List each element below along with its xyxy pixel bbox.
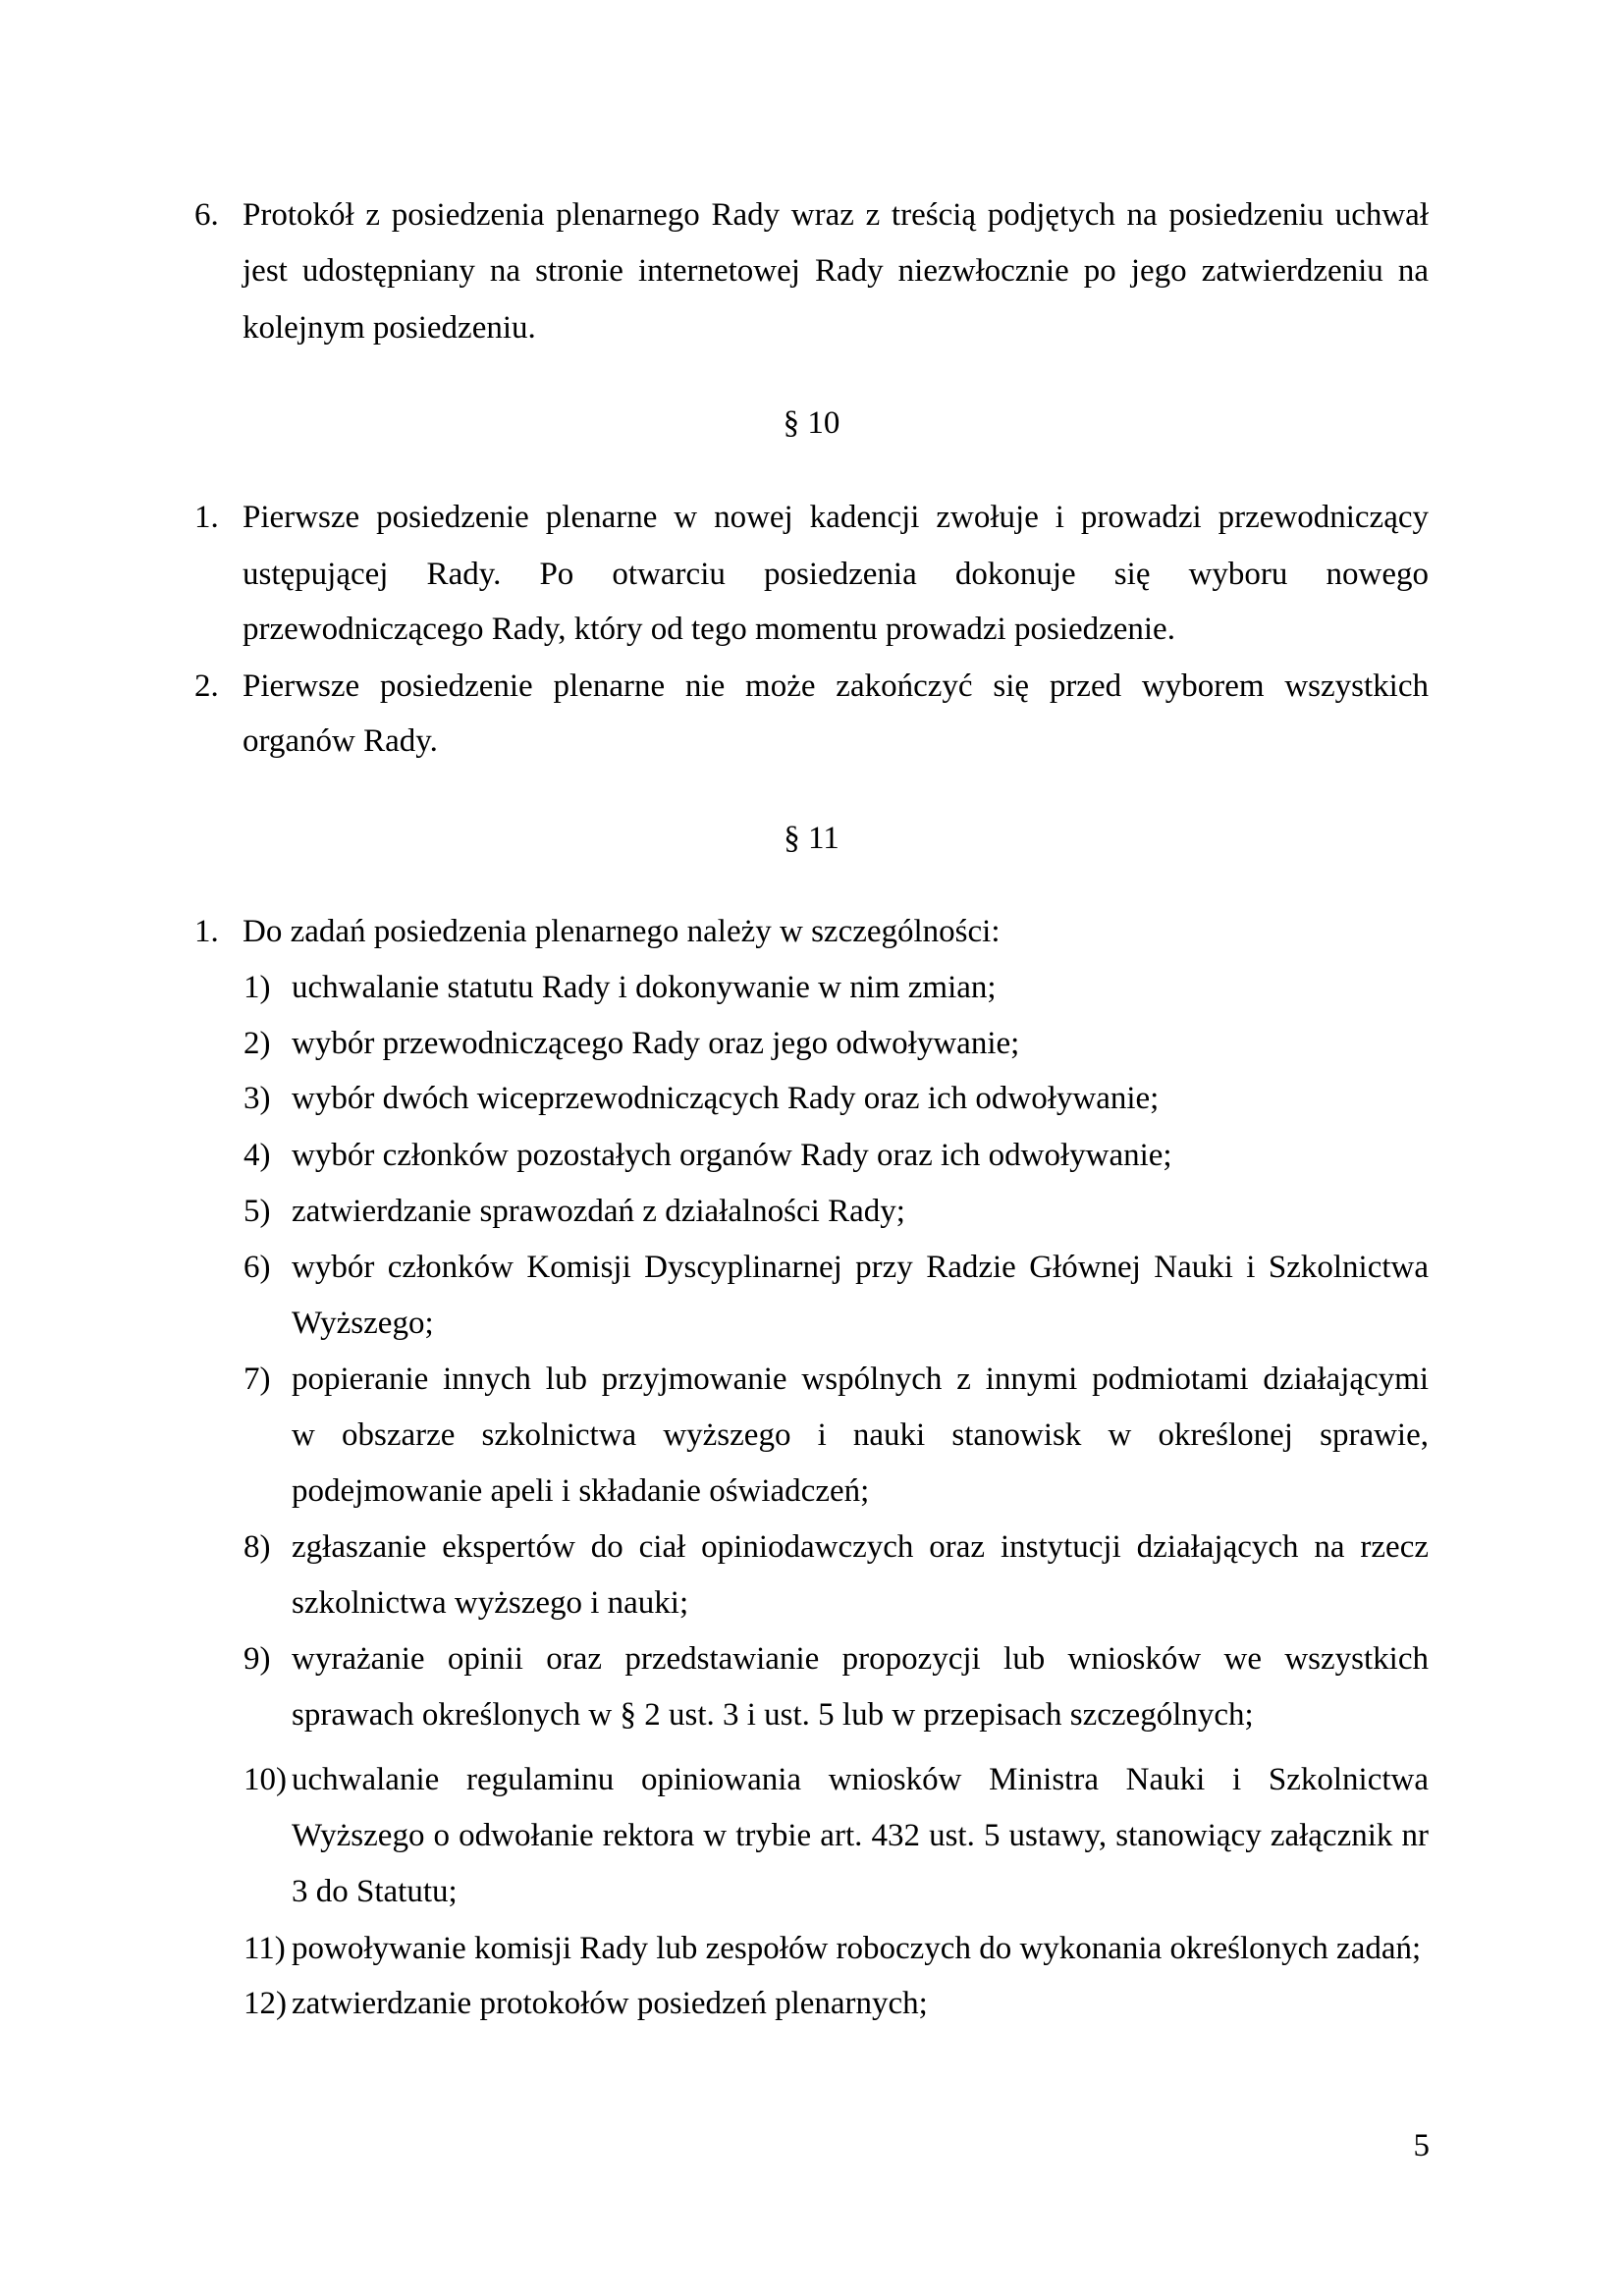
sub-item-number: 10) [244, 1762, 287, 1797]
sub-item-line: uchwalanie regulaminu opiniowania wniosków Ministra Nauki i Szkolnictwa [292, 1762, 1429, 1797]
sub-item-number: 7) [244, 1362, 271, 1397]
paragraph-line: organów Rady. [243, 723, 438, 759]
sub-item-number: 1) [244, 970, 271, 1005]
paragraph-line: Do zadań posiedzenia plenarnego należy w szczególności: [243, 914, 1001, 949]
sub-item-line: Wyższego; [292, 1306, 434, 1341]
sub-item-line: zatwierdzanie protokołów posiedzeń plenarnych; [292, 1986, 928, 2021]
sub-item-line: sprawach określonych w § 2 ust. 3 i ust. 5 lub w przepisach szczególnych; [292, 1697, 1254, 1733]
sub-item-number: 4) [244, 1138, 271, 1173]
sub-item-line: wybór przewodniczącego Rady oraz jego odwoływanie; [292, 1026, 1020, 1061]
sub-item-number: 3) [244, 1081, 271, 1116]
paragraph-number: 1. [194, 500, 219, 535]
page-number: 5 [1413, 2128, 1430, 2163]
sub-item-line: wybór dwóch wiceprzewodniczących Rady oraz ich odwoływanie; [292, 1081, 1160, 1116]
paragraph-line: Protokół z posiedzenia plenarnego Rady wraz z treścią podjętych na posiedzeniu uchwał [243, 197, 1429, 233]
sub-item-number: 5) [244, 1194, 271, 1229]
sub-item-number: 11) [244, 1931, 286, 1966]
section-heading-11: § 11 [784, 821, 839, 856]
sub-item-line: podejmowanie apeli i składanie oświadczeń; [292, 1473, 870, 1509]
sub-item-line: Wyższego o odwołanie rektora w trybie art. 432 ust. 5 ustawy, stanowiący załącznik nr [292, 1818, 1429, 1853]
paragraph-line: Pierwsze posiedzenie plenarne nie może zakończyć się przed wyborem wszystkich [243, 668, 1429, 704]
paragraph-line: Pierwsze posiedzenie plenarne w nowej kadencji zwołuje i prowadzi przewodniczący [243, 500, 1429, 535]
sub-item-line: wyrażanie opinii oraz przedstawianie propozycji lub wniosków we wszystkich [292, 1641, 1429, 1677]
sub-item-line: w obszarze szkolnictwa wyższego i nauki stanowisk w określonej sprawie, [292, 1417, 1429, 1453]
sub-item-number: 8) [244, 1529, 271, 1565]
paragraph-number: 2. [194, 668, 219, 704]
paragraph-line: ustępującej Rady. Po otwarciu posiedzenia dokonuje się wyboru nowego [243, 557, 1429, 592]
section-heading-10: § 10 [783, 405, 840, 441]
sub-item-line: wybór członków pozostałych organów Rady oraz ich odwoływanie; [292, 1138, 1172, 1173]
sub-item-line: szkolnictwa wyższego i nauki; [292, 1585, 689, 1621]
sub-item-line: uchwalanie statutu Rady i dokonywanie w nim zmian; [292, 970, 997, 1005]
paragraph-line: kolejnym posiedzeniu. [243, 310, 536, 346]
sub-item-line: zatwierdzanie sprawozdań z działalności Rady; [292, 1194, 905, 1229]
sub-item-number: 9) [244, 1641, 271, 1677]
sub-item-line: powoływanie komisji Rady lub zespołów roboczych do wykonania określonych zadań; [292, 1931, 1422, 1966]
paragraph-number: 1. [194, 914, 219, 949]
sub-item-number: 2) [244, 1026, 271, 1061]
paragraph-number: 6. [194, 197, 219, 233]
sub-item-number: 6) [244, 1250, 271, 1285]
sub-item-line: 3 do Statutu; [292, 1874, 458, 1909]
paragraph-line: jest udostępniany na stronie internetowej Rady niezwłocznie po jego zatwierdzeniu na [243, 253, 1429, 289]
sub-item-line: wybór członków Komisji Dyscyplinarnej przy Radzie Głównej Nauki i Szkolnictwa [292, 1250, 1429, 1285]
paragraph-line: przewodniczącego Rady, który od tego momentu prowadzi posiedzenie. [243, 612, 1175, 647]
sub-item-number: 12) [244, 1986, 287, 2021]
sub-item-line: popieranie innych lub przyjmowanie wspólnych z innymi podmiotami działającymi [292, 1362, 1429, 1397]
sub-item-line: zgłaszanie ekspertów do ciał opiniodawczych oraz instytucji działających na rzecz [292, 1529, 1429, 1565]
